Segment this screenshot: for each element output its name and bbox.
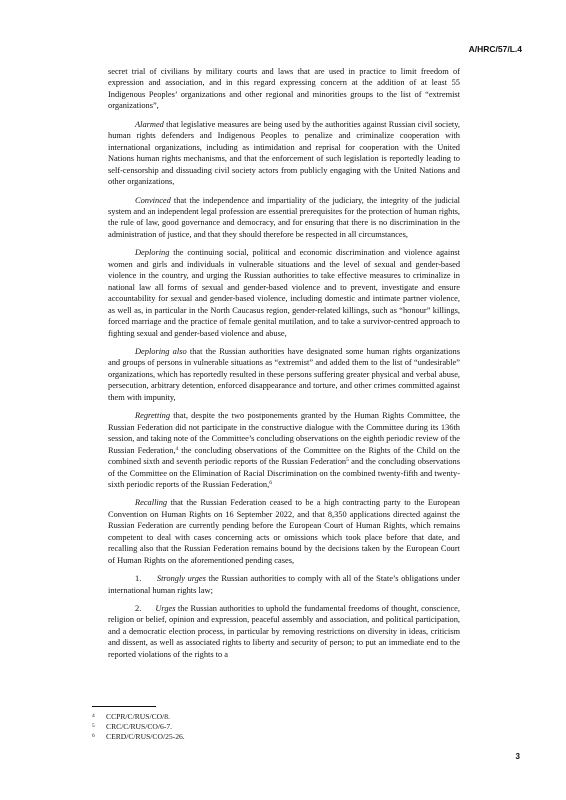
- footnote-separator: [92, 706, 156, 707]
- operative-paragraph-2: 2. Urges the Russian authorities to uphold the fundamental freedoms of thought, conscience, religion or belief, opinion and expression, peaceful assembly and association, and political participation, and a democratic election process, in particular by removing restrictions on diversity in ideas, criticism and dissent, as well as associated rights to liberty and security of person; to put an immediate end to the reported violations of the rights to a: [108, 604, 460, 659]
- paragraph-deploring: Deploring the continuing social, political and economic discrimination and violence against women and girls and individuals in vulnerable situations and the level of sexual and gender-based violence in the country, and urging the Russian authorities to take effective measures to criminalize in national law all forms of sexual and gender-based violence and to prevent, investigate and ensure accountability for sexual and gender-based violence, including domestic and intimate partner violence, as well as, in particular in the North Caucasus region, gender-related killings, such as “honour” killings, forced marriage and the practice of female genital mutilation, and to take a survivor-centred approach to fighting sexual and gender-based violence and abuse,: [108, 248, 460, 338]
- paragraph-continuation: secret trial of civilians by military courts and laws that are used in practice to limit freedom of expression and association, and in this regard expressing concern at the addition of at least 55 Indigenous Peoples’ organizations and other regional and minorities groups to the list of “extremist organizations”,: [108, 67, 460, 111]
- paragraph-deploring-also: Deploring also that the Russian authorities have designated some human rights organizations and groups of persons in vulnerable situations as “extremist” and added them to the list of “undesirable” organizations, which has reportedly resulted in these persons suffering greater physical and verbal abuse, persecution, arbitrary detention, enforced disappearance and torture, and other crimes committed against them with impunity,: [108, 346, 461, 402]
- footnote: 5 CRC/C/RUS/CO/6-7.: [92, 722, 173, 731]
- document-symbol: A/HRC/57/L.4: [468, 44, 522, 54]
- resolution-body: [108, 66, 460, 667]
- footnote-ref: 6: [269, 479, 272, 486]
- footnote: 4 CCPR/C/RUS/CO/8.: [92, 712, 170, 721]
- paragraph-alarmed: Alarmed that legislative measures are being used by the authorities against Russian civil society, human rights defenders and Indigenous Peoples to penalize and criminalize cooperation with international organizations, including as intimidation and reprisal for cooperation with the United Nations human rights mechanisms, and that the enforcement of such legislation is reportedly leading to self-censorship and dissuading civil society actors from publicly engaging with the United Nations and other organizations,: [108, 119, 460, 187]
- page-number: 3: [515, 752, 520, 761]
- footnote: 6 CERD/C/RUS/CO/25-26.: [92, 732, 185, 741]
- footnote-ref: 4: [175, 445, 179, 452]
- operative-paragraph-1: 1. Strongly urges the Russian authorities to comply with all of the State’s obligations under international human rights law;: [108, 574, 461, 595]
- footnote-ref: 5: [346, 457, 349, 464]
- footnotes: [92, 712, 185, 742]
- paragraph-regretting: Regretting that, despite the two postponements granted by the Human Rights Committee, the Russian Federation did not participate in the constructive dialogue with the Committee during its 136th session, and taking note of the Committee’s concluding observations on the eighth periodic review of the Russian Federation,$^4$ the concluding observations of the Committee on the Rights of the Child on the combined sixth and seventh periodic reports of the Russian Federation$^5$ and the concluding observations of the Committee on the Elimination of Racial Discrimination on the combined twenty-fifth and twenty-sixth periodic reports of the Russian Federation,$^6$: [108, 411, 461, 489]
- paragraph-recalling: Recalling that the Russian Federation ceased to be a high contracting party to the European Convention on Human Rights on 16 September 2022, and that 8,350 applications directed against the Russian Federation are currently pending before the European Court of Human Rights, which remains competent to deal with cases concerning acts or omissions which took place before that date, and recalling also that the Russian Federation remains bound by the decisions taken by the European Court of Human Rights on the aforementioned pending cases,: [108, 498, 460, 565]
- paragraph-convinced: Convinced that the independence and impartiality of the judiciary, the integrity of the judicial system and an independent legal profession are essential prerequisites for the protection of human rights, the rule of law, good governance and democracy, and for ensuring that there is no discrimination in the administration of justice, and that they should therefore be respected in all circumstances,: [108, 195, 460, 239]
